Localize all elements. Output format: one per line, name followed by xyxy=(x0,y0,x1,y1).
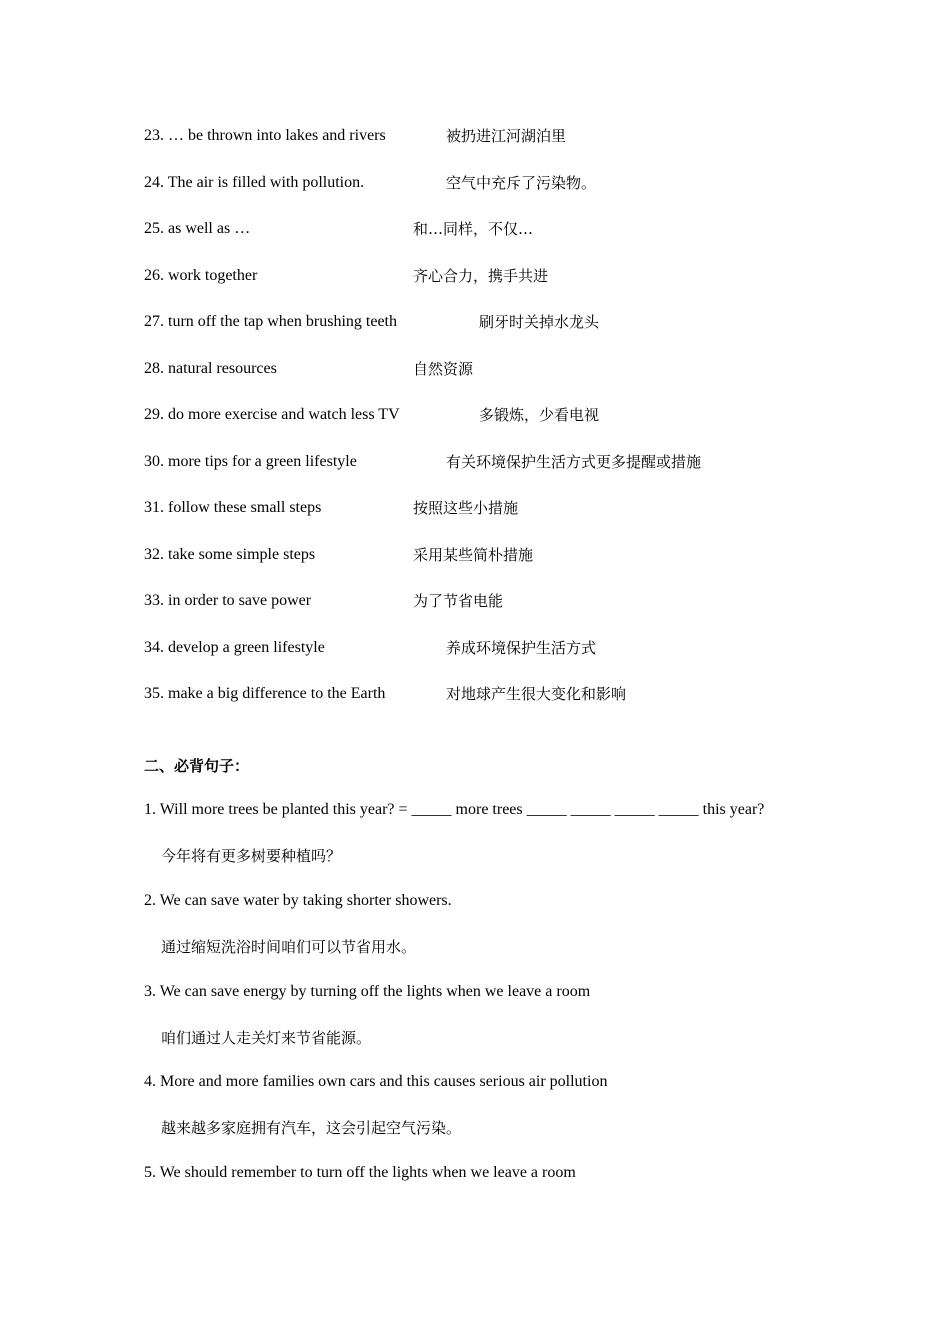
sentence-1-zh: 今年将有更多树要种植吗？ xyxy=(161,847,342,865)
phrase-31-en: 31. follow these small steps xyxy=(144,499,322,516)
phrase-25-zh: 和…同样，不仅… xyxy=(413,220,534,238)
phrase-30-en: 30. more tips for a green lifestyle xyxy=(144,453,357,470)
phrase-35-zh: 对地球产生很大变化和影响 xyxy=(446,685,627,703)
phrase-24-en: 24. The air is filled with pollution. xyxy=(144,174,365,191)
phrase-29-en: 29. do more exercise and watch less TV xyxy=(144,406,400,423)
sentence-2-zh: 通过缩短洗浴时间咱们可以节省用水。 xyxy=(161,938,417,956)
phrase-31-zh: 按照这些小措施 xyxy=(413,499,519,517)
sentence-4-en: 4. More and more families own cars and this causes serious air pollution xyxy=(144,1073,608,1090)
phrase-24-zh: 空气中充斥了污染物。 xyxy=(446,174,597,192)
phrase-28-zh: 自然资源 xyxy=(413,360,474,378)
phrase-34-zh: 养成环境保护生活方式 xyxy=(446,639,597,657)
phrase-30-zh: 有关环境保护生活方式更多提醒或措施 xyxy=(446,453,702,471)
phrase-26-en: 26. work together xyxy=(144,267,258,284)
section-heading: 二、必背句子： xyxy=(144,757,250,775)
sentence-2-en: 2. We can save water by taking shorter showers. xyxy=(144,892,452,909)
phrase-23-en: 23. … be thrown into lakes and rivers xyxy=(144,127,386,144)
phrase-32-zh: 采用某些简朴措施 xyxy=(413,546,534,564)
phrase-32-en: 32. take some simple steps xyxy=(144,546,316,563)
phrase-33-zh: 为了节省电能 xyxy=(413,592,504,610)
phrase-25-en: 25. as well as … xyxy=(144,220,251,237)
phrase-27-zh: 刷牙时关掉水龙头 xyxy=(479,313,600,331)
phrase-34-en: 34. develop a green lifestyle xyxy=(144,639,325,656)
sentence-1-en: 1. Will more trees be planted this year? = _____ more trees _____ _____ _____ _____ this year? xyxy=(144,801,765,818)
phrase-26-zh: 齐心合力，携手共进 xyxy=(413,267,549,285)
sentence-3-zh: 咱们通过人走关灯来节省能源。 xyxy=(161,1029,372,1047)
phrase-28-en: 28. natural resources xyxy=(144,360,277,377)
phrase-23-zh: 被扔进江河湖泊里 xyxy=(446,127,567,145)
sentence-3-en: 3. We can save energy by turning off the lights when we leave a room xyxy=(144,983,591,1000)
phrase-29-zh: 多锻炼，少看电视 xyxy=(479,406,600,424)
sentence-5-en: 5. We should remember to turn off the lights when we leave a room xyxy=(144,1164,576,1181)
phrase-33-en: 33. in order to save power xyxy=(144,592,312,609)
sentence-4-zh: 越来越多家庭拥有汽车，这会引起空气污染。 xyxy=(161,1119,462,1137)
phrase-27-en: 27. turn off the tap when brushing teeth xyxy=(144,313,397,330)
phrase-35-en: 35. make a big difference to the Earth xyxy=(144,685,386,702)
